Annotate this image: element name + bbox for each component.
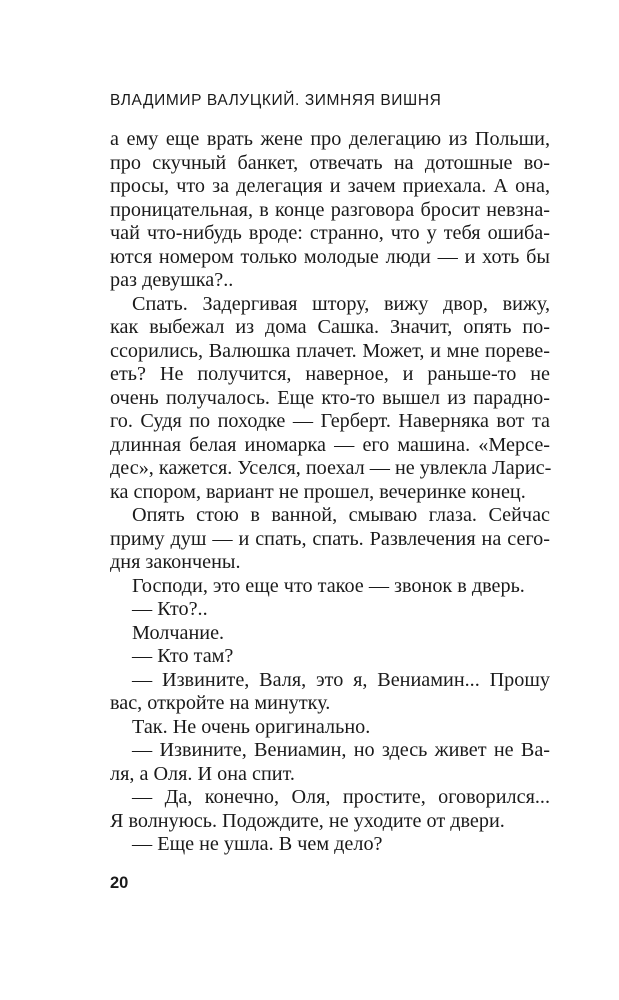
text-line: дес», кажется. Уселся, поехал — не увлекла Ларис-	[110, 457, 552, 479]
text-line: длинная белая иномарка — его машина. «Мерсе-	[110, 433, 550, 456]
text-line: а ему еще врать жене про делегацию из Польши,	[110, 128, 550, 150]
text-line: ля, а Оля. И она спит.	[110, 762, 295, 785]
text-line: очень получалось. Еще кто-то вышел из парадно-	[110, 386, 550, 409]
text-line: Опять стою в ванной, смываю глаза. Сейчас	[132, 504, 550, 526]
text-line: — Еще не ушла. В чем дело?	[132, 833, 383, 855]
text-line: Спать. Задергивая штору, вижу двор, вижу,	[132, 292, 550, 315]
text-line: го. Судя по походке — Герберт. Наверняка вот та	[110, 410, 550, 432]
text-line: — Да, конечно, Оля, простите, оговорился...	[132, 786, 550, 808]
text-line: дня закончены.	[110, 551, 241, 573]
page-number: 20	[110, 874, 129, 892]
text-line: — Извините, Вениамин, но здесь живет не Ва-	[132, 739, 550, 761]
text-line: просы, что за делегация и зачем приехала. А она,	[110, 175, 550, 197]
text-line: Так. Не очень оригинально.	[132, 715, 371, 738]
text-line: Я волнуюсь. Подождите, не уходите от двери.	[110, 809, 505, 832]
text-line: приму душ — и спать, спать. Развлечения на сего-	[110, 527, 550, 550]
text-line: Господи, это еще что такое — звонок в дверь.	[132, 574, 525, 597]
text-line: про скучный банкет, отвечать на дотошные во-	[110, 151, 550, 174]
text-line: — Кто?..	[132, 598, 208, 620]
text-line: раз девушка?..	[110, 269, 234, 291]
text-line: ссорились, Валюшка плачет. Может, и мне пореве-	[110, 339, 550, 362]
text-line: Молчание.	[132, 621, 225, 644]
text-line: ка спором, вариант не прошел, вечеринке конец.	[110, 480, 526, 503]
running-head-title: ВЛАДИМИР ВАЛУЦКИЙ. ЗИМНЯЯ ВИШНЯ	[110, 92, 442, 109]
text-line: — Извините, Валя, это я, Вениамин... Прошу	[132, 668, 550, 691]
text-line: чай что-нибудь вроде: странно, что у тебя ошиба-	[110, 222, 550, 244]
text-line: проницательная, в конце разговора бросит невзна-	[110, 198, 550, 221]
text-line: вас, откройте на минутку.	[110, 692, 331, 714]
text-line: как выбежал из дома Сашка. Значит, опять по-	[110, 316, 550, 338]
text-line: ются номером только молодые люди — и хоть бы	[110, 245, 550, 268]
text-line: еть? Не получится, наверное, и раньше-то не	[110, 363, 550, 385]
body-text	[110, 128, 550, 857]
text-line: — Кто там?	[132, 645, 234, 667]
